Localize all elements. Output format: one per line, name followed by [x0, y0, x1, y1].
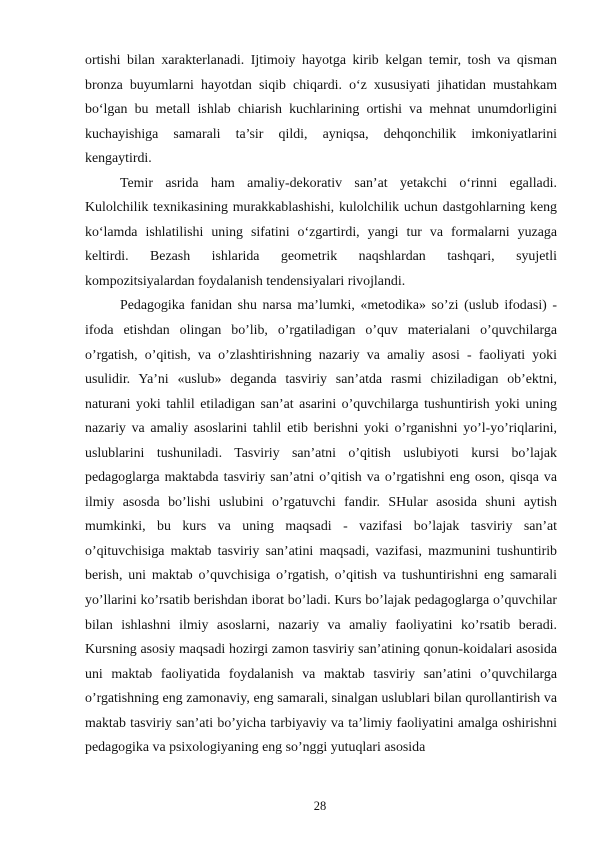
paragraph-iron-age-intro: ortishi bilan xarakterlanadi. Ijtimoiy hayotga kirib kelgan temir, tosh va qisman bronza buyumlarni hayotdan siqib chiqardi. o‘z xususiyati jihatidan mustahkam bo‘lgan bu metall ishlab chiarish kuchlarining ortishi va mehnat unumdorligini kuchayishiga samarali ta’sir qildi, ayniqsa, dehqonchilik imkoniyatlarini kengaytirdi. — [85, 53, 557, 167]
body-text — [85, 49, 557, 761]
paragraph-iron-age-decorative-art: Temir asrida ham amaliy-dekorativ san’at yetakchi o‘rinni egalladi. Kulolchilik texnikasining murakkablashishi, kulolchilik uchun dastgohlarning keng ko‘lamda ishlatilishi uning sifatini o‘zgartirdi, yangi tur va formalarni yuzaga keltirdi. Bezash ishlarida geometrik naqshlardan tashqari, syujetli kompozitsiyalardan foydalanish tendensiyalari rivojlandi. — [85, 175, 557, 289]
page-number: 28 — [313, 799, 327, 813]
paragraph-pedagogy-methodology: Pedagogika fanidan shu narsa ma’lumki, «metodika» so’zi (uslub ifodasi) - ifoda etishdan olingan bo’lib, o’rgatiladigan o’quv materialani o’quvchilarga o’rgatish, o’qitish, va o’zlashtirishning nazariy va amaliy asosi - faoliyati yoki usulidir. Ya’ni «uslub» deganda tasviriy san’atda rasmi chiziladigan ob’ektni, naturani yoki tahlil etiladigan san’at asarini o’quvchilarga tushuntirish yoki uning nazariy va amaliy asoslarini tahlil etib berishni yoki o’rganishni yo’l-yo’riqlarini, uslublarini tushuniladi. Tasviriy san’atni o’qitish uslubiyoti kursi bo’lajak pedagoglarga maktabda tasviriy san’atni o’qitish va o’rgatishni eng oson, qisqa va ilmiy asosda bo’lishi uslubini o’rgatuvchi fandir. SHular asosida shuni aytish mumkinki, bu kurs va uning maqsadi - vazifasi bo’lajak tasviriy san’at o’qituvchisiga maktab tasviriy san’atini maqsadi, vazifasi, mazmunini tushuntirib berish, uni maktab o’quvchisiga o’rgatish, o’qitish va tushuntirishni eng samarali yo’llarini ko’rsatib berishdan iborat bo’ladi. Kurs bo’lajak pedagoglarga o’quvchilar bilan ishlashni ilmiy asoslarni, nazariy va amaliy faoliyatini ko’rsatib beradi. Kursning asosiy maqsadi hozirgi zamon tasviriy san’atining qonun-koidalari asosida uni maktab faoliyatida foydalanish va maktab tasviriy san’atini o’quvchilarga o’rgatishning eng zamonaviy, eng samarali, sinalgan uslublari bilan qurollantirish va maktab tasviriy san’ati bo’yicha tarbiyaviy va ta’limiy faoliyatini amalga oshirishni pedagogika va psixologiyaning eng so’nggi yutuqlari asosida — [85, 298, 557, 756]
